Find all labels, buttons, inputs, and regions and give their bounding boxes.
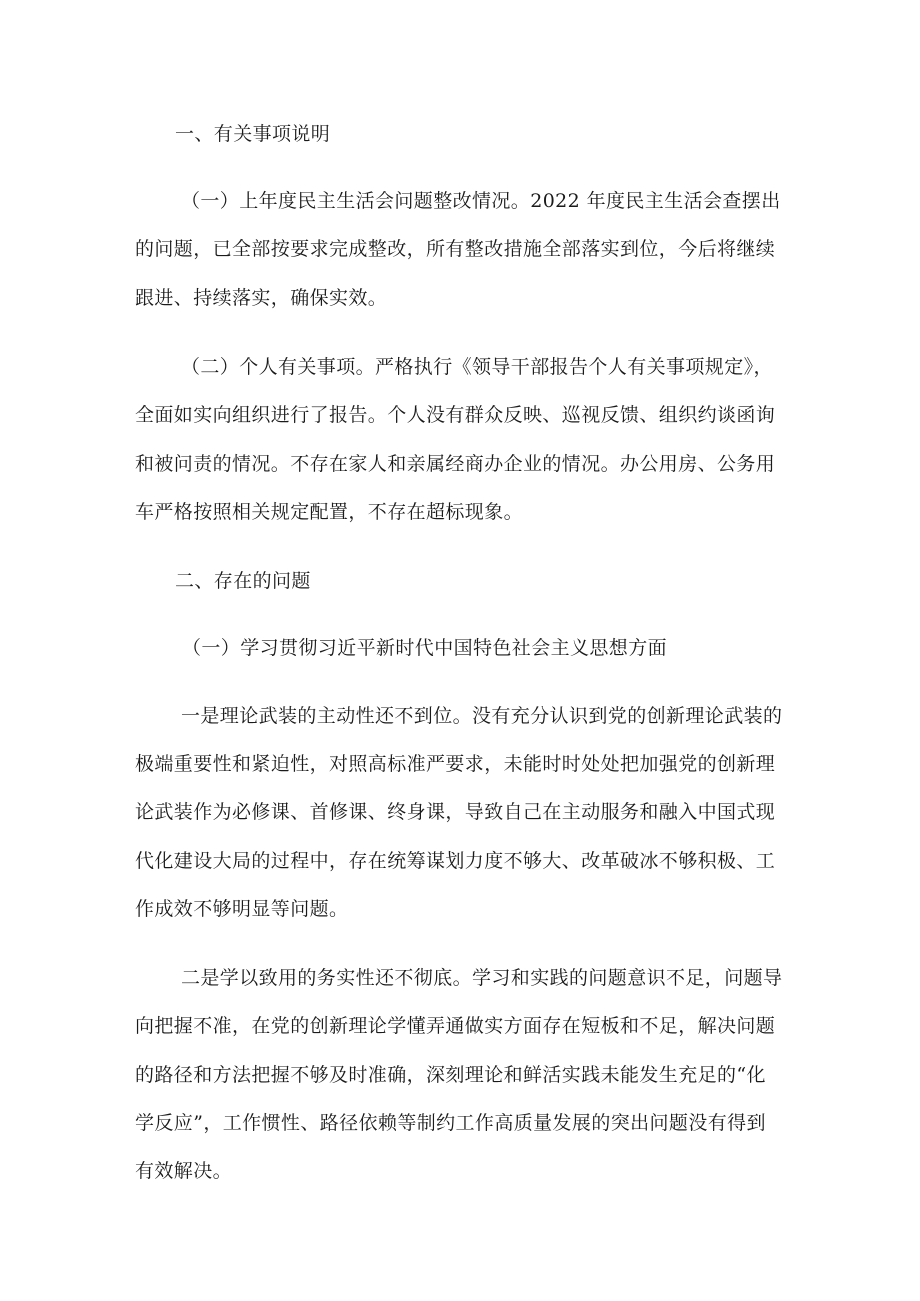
section-2-heading: 二、存在的问题 bbox=[175, 570, 311, 592]
section-1-heading: 一、有关事项说明 bbox=[175, 123, 331, 145]
paragraph-line: 跟进、持续落实，确保实效。 bbox=[135, 287, 388, 309]
paragraph-line: 全面如实向组织进行了报告。个人没有群众反映、巡视反馈、组织约谈函询 bbox=[135, 404, 776, 426]
paragraph-line: 车严格按照相关规定配置，不存在超标现象。 bbox=[135, 501, 524, 523]
paragraph-line: 论武装作为必修课、首修课、终身课，导致自己在主动服务和融入中国式现 bbox=[135, 801, 776, 823]
paragraph-line: 一是理论武装的主动性还不到位。没有充分认识到党的创新理论武装的 bbox=[181, 705, 783, 727]
paragraph-line: 学反应”，工作惯性、路径依赖等制约工作高质量发展的突出问题没有得到 bbox=[135, 1112, 766, 1134]
paragraph-line: 二是学以致用的务实性还不彻底。学习和实践的问题意识不足，问题导 bbox=[181, 967, 783, 989]
paragraph-line: 极端重要性和紧迫性，对照高标准严要求，未能时时处处把加强党的创新理 bbox=[135, 753, 776, 775]
paragraph-line: 向把握不准，在党的创新理论学懂弄通做实方面存在短板和不足，解决问题 bbox=[135, 1015, 776, 1037]
paragraph-line: 有效解决。 bbox=[135, 1160, 233, 1182]
paragraph-line: 作成效不够明显等问题。 bbox=[135, 898, 349, 920]
paragraph-line: （二）个人有关事项。严格执行《领导干部报告个人有关事项规定》， bbox=[181, 356, 773, 378]
paragraph-line: （一）上年度民主生活会问题整改情况。2022 年度民主生活会查摆出 bbox=[181, 190, 781, 212]
paragraph-line: 和被问责的情况。不存在家人和亲属经商办企业的情况。办公用房、公务用 bbox=[135, 453, 776, 475]
paragraph-line: 代化建设大局的过程中，存在统筹谋划力度不够大、改革破冰不够积极、工 bbox=[135, 850, 776, 872]
paragraph-line: 的问题，已全部按要求完成整改，所有整改措施全部落实到位，今后将继续 bbox=[135, 238, 776, 260]
paragraph-line: 的路径和方法把握不够及时准确，深刻理论和鲜活实践未能发生充足的“化 bbox=[135, 1064, 766, 1086]
subsection-1-heading: （一）学习贯彻习近平新时代中国特色社会主义思想方面 bbox=[182, 637, 668, 659]
